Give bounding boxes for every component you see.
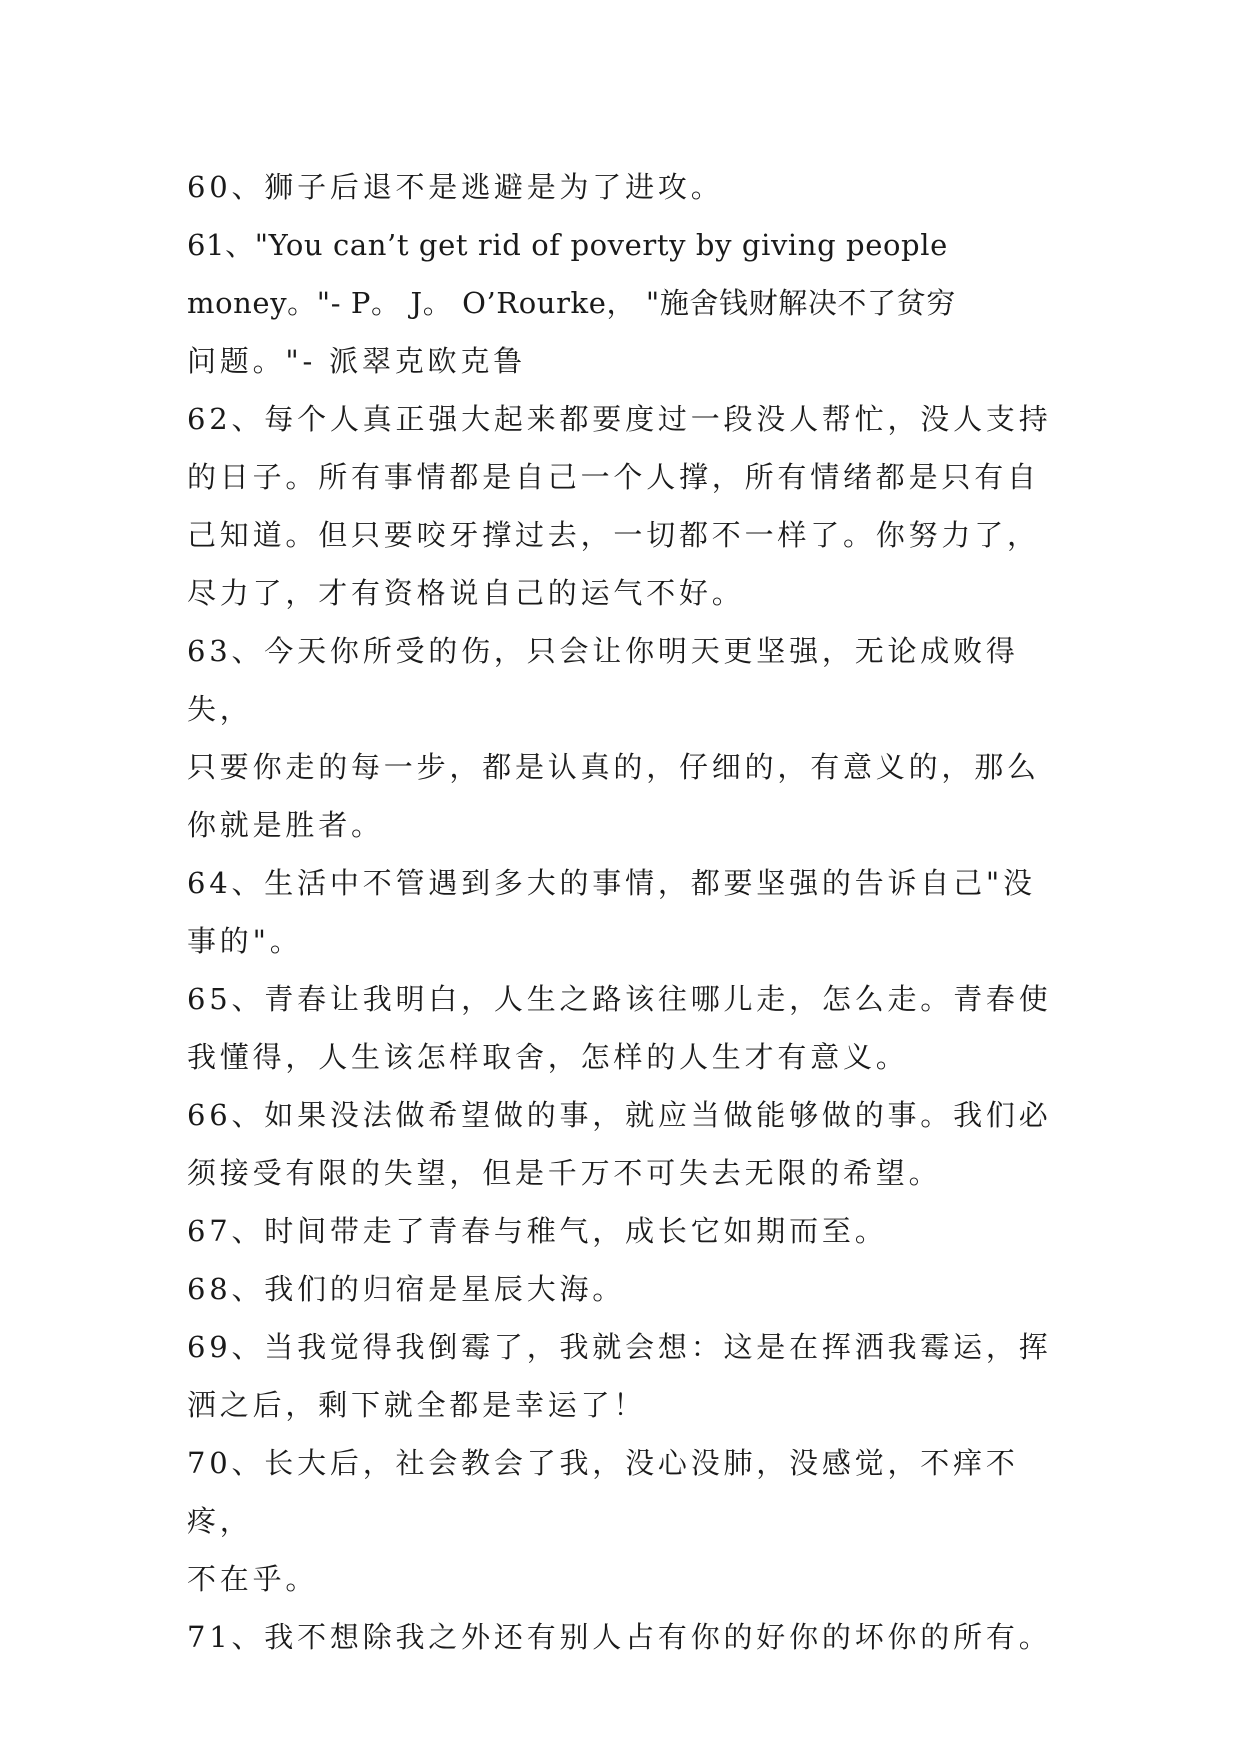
- quote-68-line-1: 68、我们的归宿是星辰大海。: [187, 1272, 626, 1306]
- quote-63-line-1: 63、今天你所受的伤，只会让你明天更坚强，无论成败得失，: [187, 634, 1019, 726]
- quote-64-line-1: 64、生活中不管遇到多大的事情，都要坚强的告诉自己"没: [187, 866, 1036, 900]
- quote-65-line-1: 65、青春让我明白，人生之路该往哪儿走，怎么走。青春使: [187, 982, 1052, 1016]
- quote-64-line-2: 事的"。: [187, 924, 303, 958]
- quote-62-line-2: 的日子。所有事情都是自己一个人撑，所有情绪都是只有自: [187, 460, 1040, 494]
- quote-62-line-3: 己知道。但只要咬牙撑过去，一切都不一样了。你努力了，: [187, 518, 1040, 552]
- quote-66-line-2: 须接受有限的失望，但是千万不可失去无限的希望。: [187, 1156, 942, 1190]
- quote-69-line-1: 69、当我觉得我倒霉了，我就会想：这是在挥洒我霉运，挥: [187, 1330, 1052, 1364]
- quote-62-line-4: 尽力了，才有资格说自己的运气不好。: [187, 576, 745, 610]
- quote-70-line-2: 不在乎。: [187, 1562, 319, 1596]
- quote-61-line-1: 61、"You can’t get rid of poverty by giving people: [187, 228, 948, 262]
- quote-60-line-1: 60、狮子后退不是逃避是为了进攻。: [187, 170, 724, 204]
- quote-list: [187, 158, 1082, 1666]
- quote-71-line-1: 71、我不想除我之外还有别人占有你的好你的坏你的所有。: [187, 1620, 1052, 1654]
- quote-61-line-3: 问题。"- 派翠克欧克鲁: [187, 344, 526, 378]
- quote-66-line-1: 66、如果没法做希望做的事，就应当做能够做的事。我们必: [187, 1098, 1052, 1132]
- quote-65-line-2: 我懂得，人生该怎样取舍，怎样的人生才有意义。: [187, 1040, 909, 1074]
- quote-63-line-2: 只要你走的每一步，都是认真的，仔细的，有意义的，那么: [187, 750, 1040, 784]
- quote-70-line-1: 70、长大后，社会教会了我，没心没肺，没感觉，不痒不疼，: [187, 1446, 1019, 1538]
- quote-69-line-2: 洒之后，剩下就全都是幸运了！: [187, 1388, 647, 1422]
- quote-63-line-3: 你就是胜者。: [187, 808, 384, 842]
- quote-61-line-2: money。"- P。 J。 O’Rourke， "施舍钱财解决不了贫穷: [187, 286, 956, 320]
- quote-62-line-1: 62、每个人真正强大起来都要度过一段没人帮忙，没人支持: [187, 402, 1052, 436]
- quote-67-line-1: 67、时间带走了青春与稚气，成长它如期而至。: [187, 1214, 888, 1248]
